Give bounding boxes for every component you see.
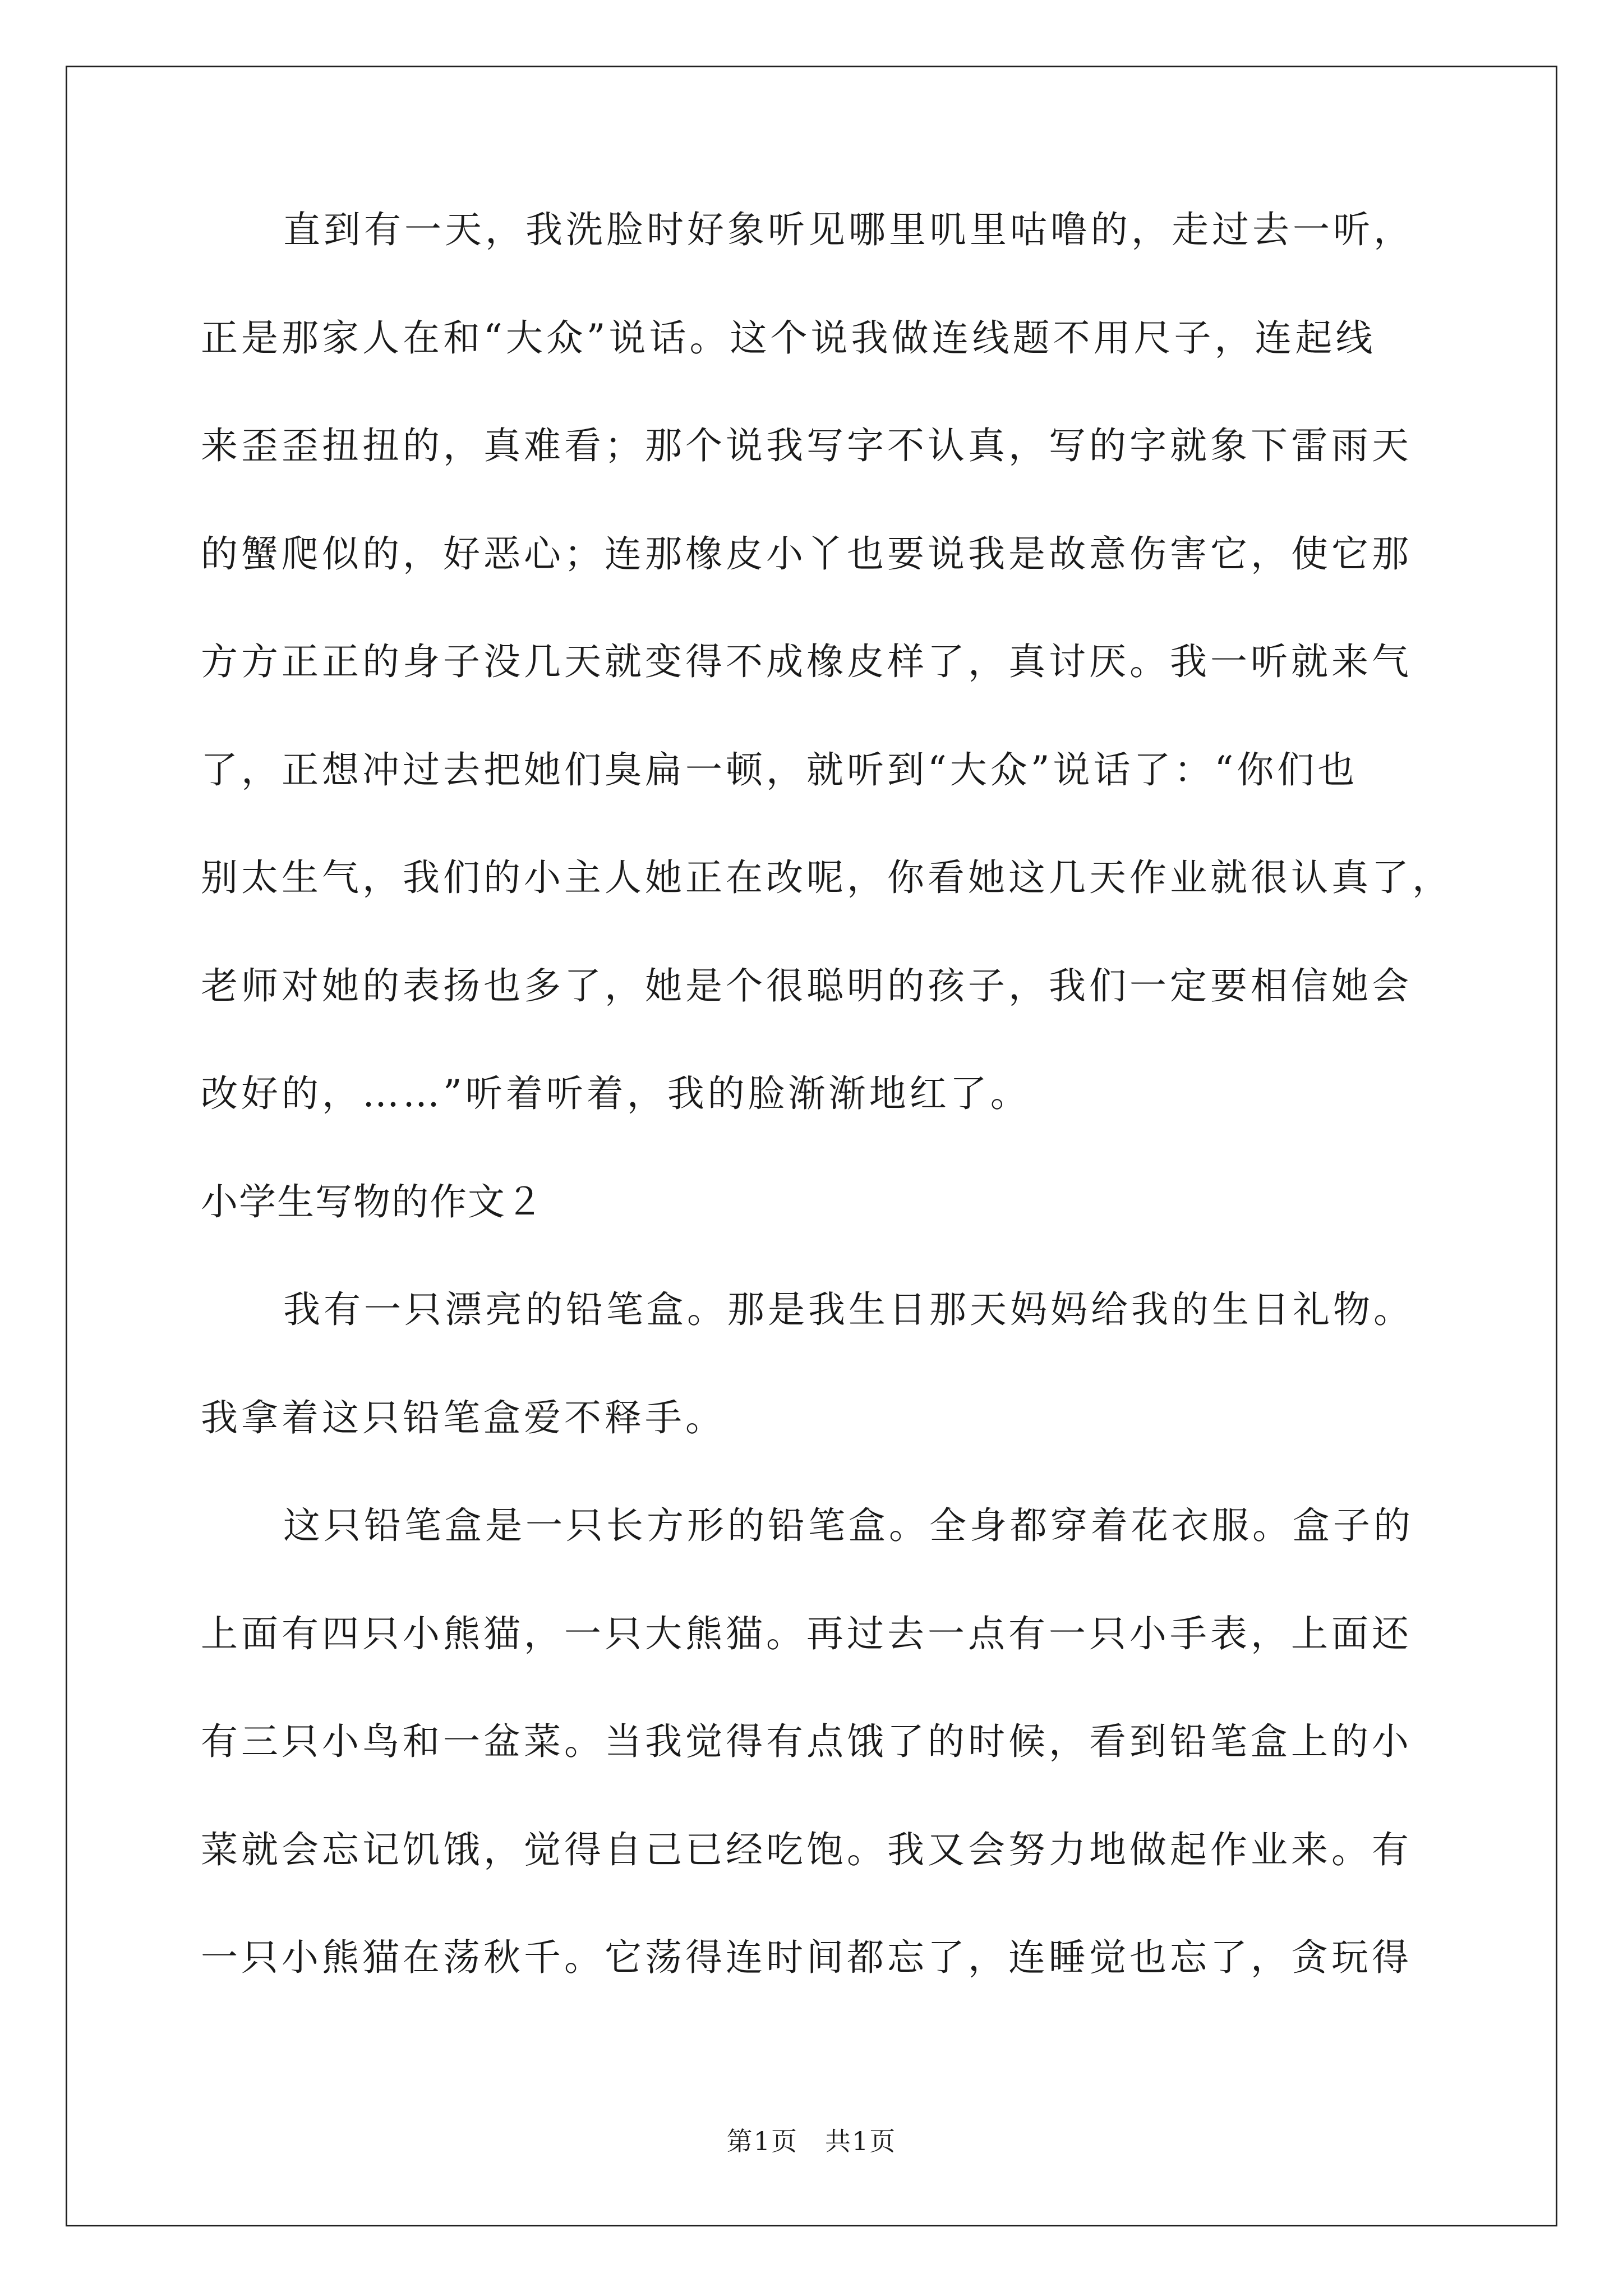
paragraph-line: 菜就会忘记饥饿，觉得自己已经吃饱。我又会努力地做起作业来。有 bbox=[201, 1828, 1412, 1871]
paragraph-line: 改好的，……”听着听着，我的脸渐渐地红了。 bbox=[201, 1072, 1031, 1115]
paragraph-line: 别太生气，我们的小主人她正在改呢，你看她这几天作业就很认真了， bbox=[201, 856, 1453, 899]
paragraph-line: 来歪歪扭扭的，真难看；那个说我写字不认真，写的字就象下雷雨天 bbox=[201, 424, 1412, 467]
page-number-footer: 第1页 共1页 bbox=[726, 2126, 897, 2156]
paragraph-line: 老师对她的表扬也多了，她是个很聪明的孩子，我们一定要相信她会 bbox=[201, 964, 1412, 1007]
paragraph-line: 这只铅笔盒是一只长方形的铅笔盒。全身都穿着花衣服。盒子的 bbox=[283, 1504, 1414, 1547]
paragraph-line: 我拿着这只铅笔盒爱不释手。 bbox=[201, 1396, 726, 1439]
paragraph-line: 一只小熊猫在荡秋千。它荡得连时间都忘了，连睡觉也忘了，贪玩得 bbox=[201, 1936, 1412, 1979]
section-heading: 小学生写物的作文２ bbox=[201, 1180, 544, 1223]
paragraph-line: 方方正正的身子没几天就变得不成橡皮样了，真讨厌。我一听就来气 bbox=[201, 640, 1412, 683]
paragraph-line: 了，正想冲过去把她们臭扁一顿，就听到“大众”说话了：“你们也 bbox=[201, 748, 1358, 792]
page-border bbox=[66, 66, 1557, 2226]
paragraph-line: 上面有四只小熊猫，一只大熊猫。再过去一点有一只小手表，上面还 bbox=[201, 1612, 1412, 1655]
paragraph-line: 有三只小鸟和一盆菜。当我觉得有点饿了的时候，看到铅笔盒上的小 bbox=[201, 1720, 1412, 1763]
paragraph-line: 我有一只漂亮的铅笔盒。那是我生日那天妈妈给我的生日礼物。 bbox=[283, 1288, 1414, 1331]
paragraph-line: 直到有一天，我洗脸时好象听见哪里叽里咕噜的，走过去一听， bbox=[283, 208, 1414, 251]
paragraph-line: 的蟹爬似的，好恶心；连那橡皮小丫也要说我是故意伤害它，使它那 bbox=[201, 532, 1412, 576]
paragraph-line: 正是那家人在和“大众”说话。这个说我做连线题不用尺子，连起线 bbox=[201, 316, 1376, 360]
